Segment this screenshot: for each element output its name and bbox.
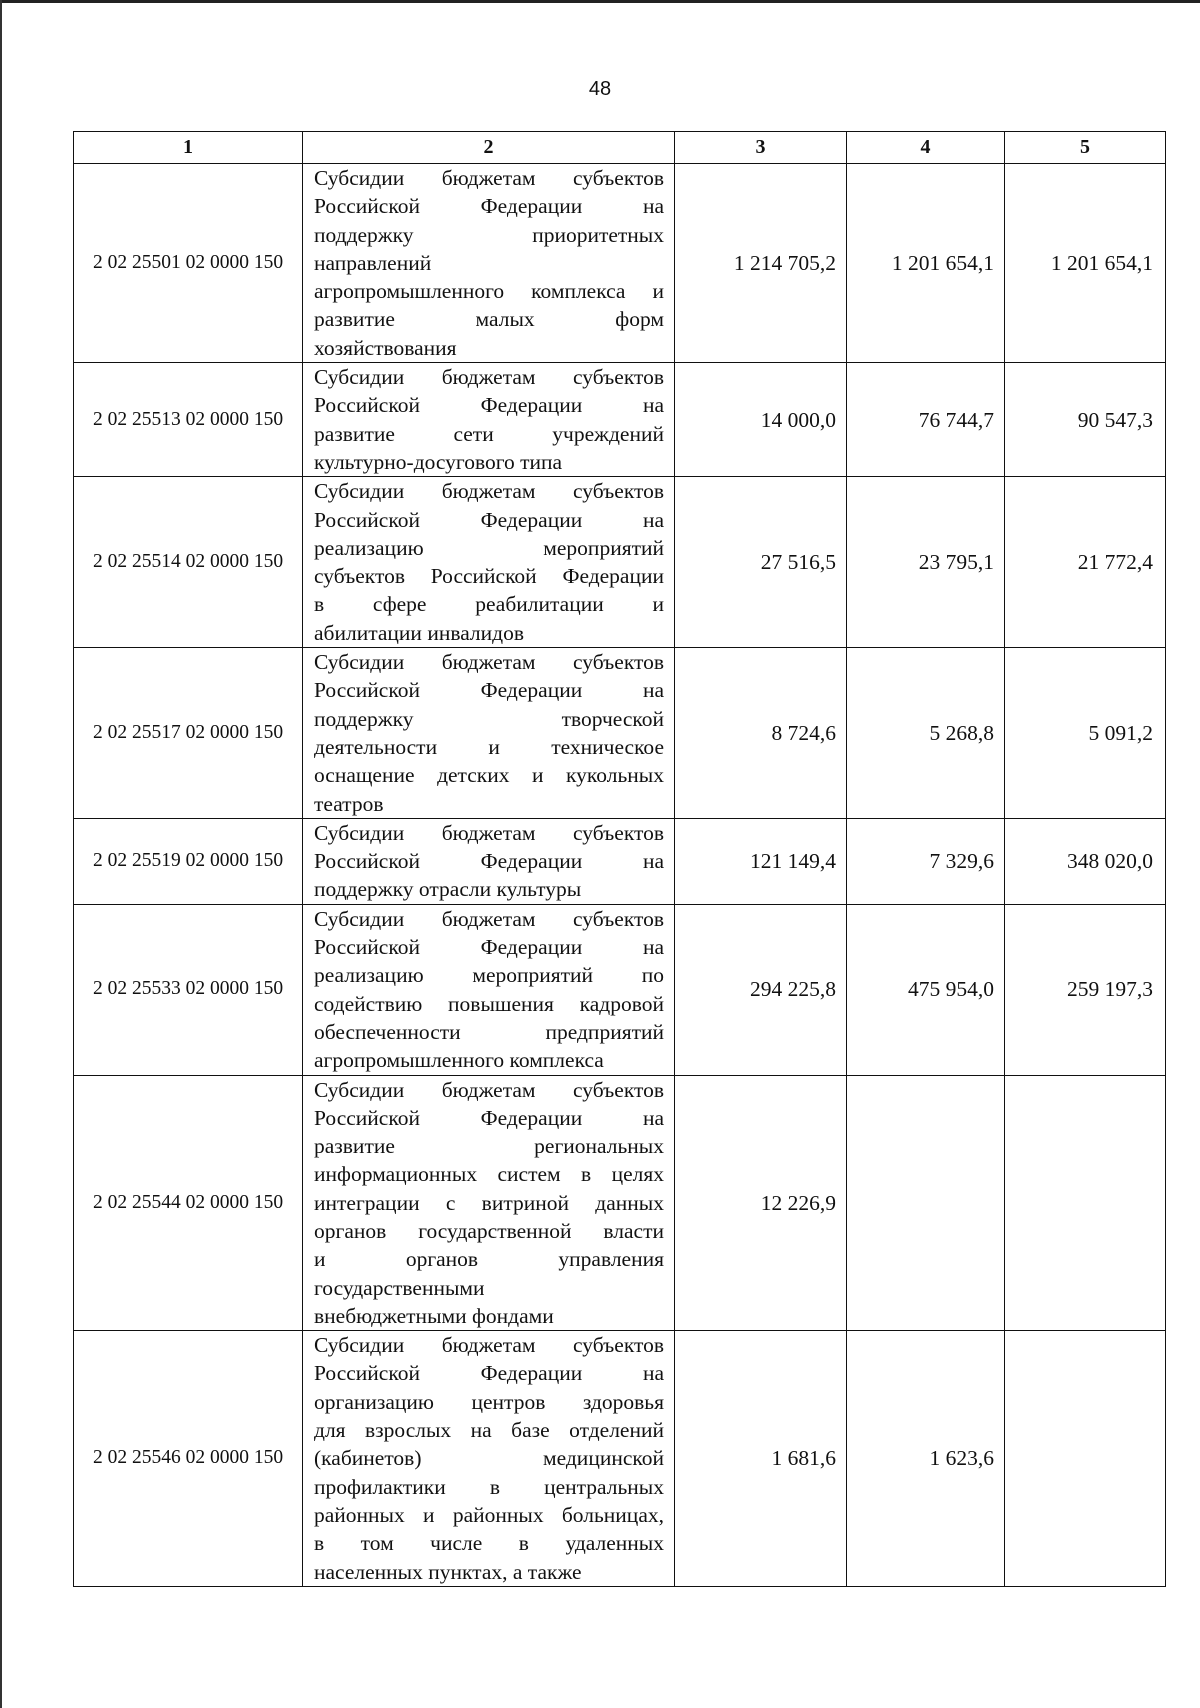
description-line: Субсидии бюджетам субъектов xyxy=(314,820,664,845)
budget-code-cell: 2 02 25501 02 0000 150 xyxy=(74,164,303,363)
description-line: театров xyxy=(314,791,384,816)
table-row xyxy=(74,648,1166,819)
description-line: организацию центров здоровья xyxy=(314,1389,664,1414)
amount-cell-col5 xyxy=(1005,1331,1166,1587)
description-line: поддержку творческой xyxy=(314,706,664,731)
description-line: Субсидии бюджетам субъектов xyxy=(314,166,664,190)
description-line: Субсидии бюджетам субъектов xyxy=(314,479,664,504)
description-line: интеграции с витриной данных xyxy=(314,1190,664,1215)
description-line: Субсидии бюджетам субъектов xyxy=(314,1077,664,1102)
description-line: государственными xyxy=(314,1275,485,1300)
description-line: Российской Федерации на xyxy=(314,393,664,418)
amount-cell-col4: 23 795,1 xyxy=(847,477,1005,648)
description-line: направлений xyxy=(314,250,432,275)
amount-cell-col3: 12 226,9 xyxy=(675,1075,847,1331)
amount-cell-col5: 1 201 654,1 xyxy=(1005,164,1166,363)
column-header: 5 xyxy=(1005,132,1166,164)
column-header: 3 xyxy=(675,132,847,164)
table-row xyxy=(74,1075,1166,1331)
description-line: поддержку приоритетных xyxy=(314,222,664,247)
amount-cell-col4: 1 623,6 xyxy=(847,1331,1005,1587)
table-row xyxy=(74,818,1166,904)
amount-cell-col4 xyxy=(847,1075,1005,1331)
description-text xyxy=(314,363,664,476)
description-text xyxy=(314,1331,664,1586)
amount-cell-col4: 76 744,7 xyxy=(847,363,1005,477)
budget-code-cell: 2 02 25514 02 0000 150 xyxy=(74,477,303,648)
description-line: культурно-досугового типа xyxy=(314,449,563,474)
description-line: в том числе в удаленных xyxy=(314,1531,664,1556)
budget-code-cell: 2 02 25519 02 0000 150 xyxy=(74,818,303,904)
description-line: Субсидии бюджетам субъектов xyxy=(314,365,664,390)
amount-cell-col4: 1 201 654,1 xyxy=(847,164,1005,363)
description-line: органов государственной власти xyxy=(314,1218,664,1243)
budget-table xyxy=(73,131,1166,1587)
table-row xyxy=(74,1331,1166,1587)
description-line: обеспеченности предприятий xyxy=(314,1019,664,1044)
amount-cell-col4: 7 329,6 xyxy=(847,818,1005,904)
description-line: развитие региональных xyxy=(314,1134,664,1159)
budget-code-cell: 2 02 25513 02 0000 150 xyxy=(74,363,303,477)
table-row xyxy=(74,363,1166,477)
column-header: 2 xyxy=(303,132,675,164)
description-line: профилактики в центральных xyxy=(314,1474,664,1499)
budget-code-cell: 2 02 25544 02 0000 150 xyxy=(74,1075,303,1331)
budget-code-cell: 2 02 25533 02 0000 150 xyxy=(74,904,303,1075)
amount-cell-col3: 294 225,8 xyxy=(675,904,847,1075)
description-line: и органов управления xyxy=(314,1247,664,1272)
column-header: 1 xyxy=(74,132,303,164)
description-line: Российской Федерации на xyxy=(314,678,664,703)
description-line: Субсидии бюджетам субъектов xyxy=(314,906,664,931)
amount-cell-col3: 27 516,5 xyxy=(675,477,847,648)
description-line: информационных систем в целях xyxy=(314,1162,664,1187)
amount-cell-col5: 90 547,3 xyxy=(1005,363,1166,477)
amount-cell-col3: 1 681,6 xyxy=(675,1331,847,1587)
description-text xyxy=(314,477,664,647)
description-line: в сфере реабилитации и xyxy=(314,592,664,617)
amount-cell-col3: 1 214 705,2 xyxy=(675,164,847,363)
description-line: населенных пунктах, а также xyxy=(314,1559,582,1584)
amount-cell-col5: 348 020,0 xyxy=(1005,818,1166,904)
amount-cell-col3: 121 149,4 xyxy=(675,818,847,904)
scan-top-edge xyxy=(0,0,1200,3)
description-cell xyxy=(303,818,675,904)
description-line: Российской Федерации на xyxy=(314,935,664,960)
description-line: для взрослых на базе отделений xyxy=(314,1418,664,1443)
amount-cell-col3: 14 000,0 xyxy=(675,363,847,477)
page-number: 48 xyxy=(588,78,612,100)
description-cell xyxy=(303,477,675,648)
description-line: Российской Федерации на xyxy=(314,1361,664,1386)
description-text xyxy=(314,648,664,818)
amount-cell-col4: 5 268,8 xyxy=(847,648,1005,819)
description-line: хозяйствования xyxy=(314,335,457,360)
description-line: Субсидии бюджетам субъектов xyxy=(314,1333,664,1358)
description-cell xyxy=(303,1331,675,1587)
description-line: агропромышленного комплекса xyxy=(314,1048,604,1073)
description-line: развитие сети учреждений xyxy=(314,421,664,446)
description-line: содействию повышения кадровой xyxy=(314,991,664,1016)
amount-cell-col4: 475 954,0 xyxy=(847,904,1005,1075)
description-line: Российской Федерации на xyxy=(314,849,664,874)
scan-left-edge xyxy=(0,0,2,1708)
description-cell xyxy=(303,1075,675,1331)
description-line: реализацию мероприятий xyxy=(314,535,664,560)
amount-cell-col5: 5 091,2 xyxy=(1005,648,1166,819)
table-row xyxy=(74,904,1166,1075)
amount-cell-col5: 21 772,4 xyxy=(1005,477,1166,648)
table-row xyxy=(74,164,1166,363)
description-line: оснащение детских и кукольных xyxy=(314,763,664,788)
description-line: субъектов Российской Федерации xyxy=(314,564,664,589)
description-line: Российской Федерации на xyxy=(314,194,664,219)
description-cell xyxy=(303,363,675,477)
description-line: Субсидии бюджетам субъектов xyxy=(314,650,664,675)
description-text xyxy=(314,164,664,362)
table-header-row xyxy=(74,132,1166,164)
description-cell xyxy=(303,164,675,363)
description-line: агропромышленного комплекса и xyxy=(314,279,664,304)
amount-cell-col5 xyxy=(1005,1075,1166,1331)
description-line: развитие малых форм xyxy=(314,307,664,332)
amount-cell-col3: 8 724,6 xyxy=(675,648,847,819)
table-row xyxy=(74,477,1166,648)
amount-cell-col5: 259 197,3 xyxy=(1005,904,1166,1075)
description-line: Российской Федерации на xyxy=(314,507,664,532)
budget-code-cell: 2 02 25546 02 0000 150 xyxy=(74,1331,303,1587)
description-text xyxy=(314,1076,664,1331)
description-cell xyxy=(303,904,675,1075)
description-text xyxy=(314,819,664,904)
description-line: абилитации инвалидов xyxy=(314,620,525,645)
description-line: деятельности и техническое xyxy=(314,734,664,759)
column-header: 4 xyxy=(847,132,1005,164)
description-line: поддержку отрасли культуры xyxy=(314,877,582,902)
budget-code-cell: 2 02 25517 02 0000 150 xyxy=(74,648,303,819)
description-cell xyxy=(303,648,675,819)
description-text xyxy=(314,905,664,1075)
description-line: Российской Федерации на xyxy=(314,1105,664,1130)
description-line: реализацию мероприятий по xyxy=(314,963,664,988)
description-line: (кабинетов) медицинской xyxy=(314,1446,664,1471)
description-line: внебюджетными фондами xyxy=(314,1303,554,1328)
table-body xyxy=(74,164,1166,1587)
description-line: районных и районных больницах, xyxy=(314,1502,664,1527)
